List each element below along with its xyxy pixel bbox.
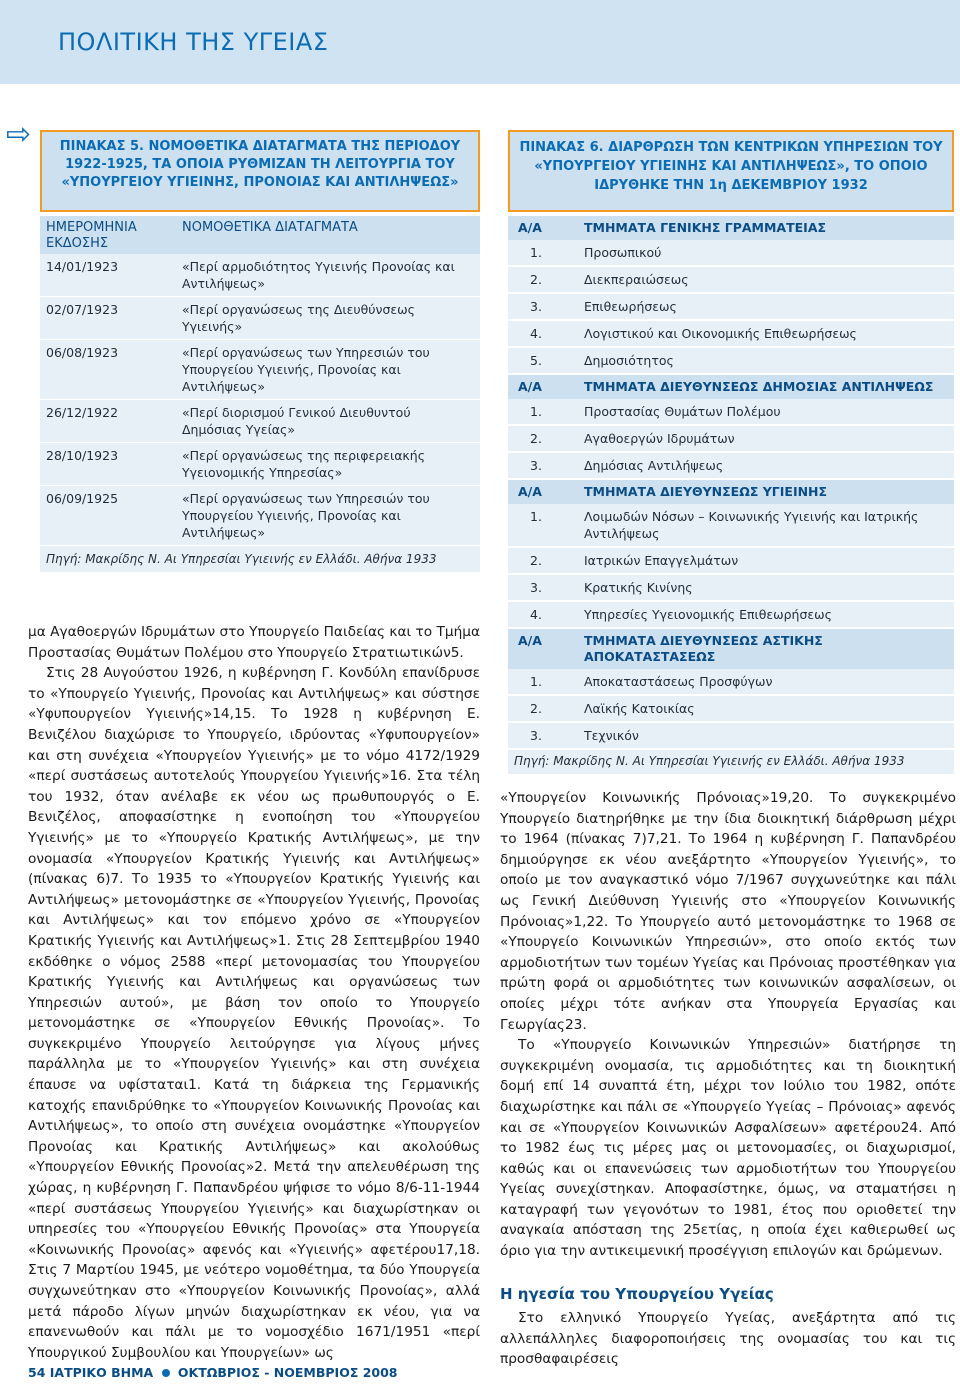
item-label: Επιθεωρήσεως <box>584 299 677 314</box>
section-title: ΠΟΛΙΤΙΚΗ ΤΗΣ ΥΓΕΙΑΣ <box>58 28 329 56</box>
item-num: 2. <box>530 553 542 568</box>
section-label: ΤΜΗΜΑΤΑ ΓΕΝΙΚΗΣ ΓΡΑΜΜΑΤΕΙΑΣ <box>584 220 827 235</box>
paragraph: «Υπουργείον Κοινωνικής Πρόνοιας»19,20. Το συγκεκριμένο Υπουργείο διατηρήθηκε με την ίδια διοικητική διάρθρωση μέχρι το 1964 (πίνακας 7)7,21. Το 1964 η κυβέρνηση Γ. Παπανδρέου δημιούργησε εκ νέου ανεξάρτητο «Υπουργείον Υγιεινής», το οποίο με τον αναγκαστικό νόμο 7/1967 συγχωνεύτηκε και πάλι ως Γενική Διεύθυνση Υγιεινής στο «Υπουργείον Κοινωνικής Πρόνοιας»1,22. Το Υπουργείο αυτό μετονομάστηκε το 1968 σε «Υπουργείο Κοινωνικών Υπηρεσιών», στο οποίο εκτός των αρμοδιοτήτων των τομέων Υγείας και Πρόνοιας προστέθηκαν για πρώτη φορά οι αρμοδιότητες των κοινωνικών ασφαλίσεων, οι οποίες μέχρι τότε ανήκαν στα Υπουργεία Εργασίας και Γεωργίας23. <box>500 790 956 1033</box>
left-column-text <box>28 622 480 1363</box>
table-row <box>508 669 954 696</box>
item-num: 4. <box>530 326 542 341</box>
table-5-header-row <box>40 216 480 254</box>
table-row <box>40 254 480 297</box>
section-num: Α/Α <box>518 220 542 235</box>
item-label: Τεχνικόν <box>584 728 639 743</box>
table-5-title: ΠΙΝΑΚΑΣ 5. ΝΟΜΟΘΕΤΙΚΑ ΔΙΑΤΑΓΜΑΤΑ ΤΗΣ ΠΕΡΙΟΔΟΥ 1922-1925, ΤΑ ΟΠΟΙΑ ΡΥΘΜΙΖΑΝ ΤΗ ΛΕΙΤΟΥΡΓΙΑ ΤΟΥ «ΥΠΟΥΡΓΕΙΟΥ ΥΓΙΕΙΝΗΣ, ΠΡΟΝΟΙΑΣ ΚΑΙ ΑΝΤΙΛΗΨΕΩΣ» <box>40 130 480 212</box>
item-num: 3. <box>530 728 542 743</box>
item-label: Προστασίας Θυμάτων Πολέμου <box>584 404 781 419</box>
table-row <box>40 340 480 400</box>
item-num: 2. <box>530 701 542 716</box>
item-num: 3. <box>530 580 542 595</box>
decree-date: 06/09/1925 <box>46 491 119 506</box>
item-label: Λογιστικού και Οικονομικής Επιθεωρήσεως <box>584 326 857 341</box>
decree-title: «Περί διορισμού Γενικού Διευθυντού Δημόσιας Υγείας» <box>182 405 411 437</box>
item-num: 2. <box>530 431 542 446</box>
table-row <box>508 453 954 480</box>
table-row <box>508 696 954 723</box>
table-5-grid <box>40 216 480 572</box>
paragraph: Στο ελληνικό Υπουργείο Υγείας, ανεξάρτητα από τις αλλεπάλληλες διαφοροποιήσεις της ονομασίας του και τις προσθαφαιρέσεις <box>500 1310 956 1368</box>
section-label: ΤΜΗΜΑΤΑ ΔΙΕΥΘΥΝΣΕΩΣ ΥΓΙΕΙΝΗΣ <box>584 484 828 499</box>
table-row <box>508 399 954 426</box>
table-row <box>508 602 954 629</box>
table-6-grid <box>508 216 954 774</box>
page-header <box>0 0 960 84</box>
table-6 <box>508 130 954 774</box>
item-num: 2. <box>530 272 542 287</box>
decree-date: 06/08/1923 <box>46 345 119 360</box>
item-label: Αποκαταστάσεως Προσφύγων <box>584 674 773 689</box>
issue-date: ΟΚΤΩΒΡΙΟΣ - ΝΟΕΜΒΡΙΟΣ 2008 <box>177 1365 398 1380</box>
right-column-text <box>500 788 956 1370</box>
col-decree-header: ΝΟΜΟΘΕΤΙΚΑ ΔΙΑΤΑΓΜΑΤΑ <box>182 220 358 235</box>
section-header-row <box>508 629 954 669</box>
item-num: 4. <box>530 607 542 622</box>
table-row <box>508 348 954 375</box>
item-label: Ιατρικών Επαγγελμάτων <box>584 553 739 568</box>
table-row <box>40 443 480 486</box>
table-5-source: Πηγή: Μακρίδης Ν. Αι Υπηρεσίαι Υγιεινής εν Ελλάδι. Αθήνα 1933 <box>46 552 437 566</box>
table-row <box>508 267 954 294</box>
item-label: Διεκπεραιώσεως <box>584 272 689 287</box>
bullet-icon <box>162 1369 170 1377</box>
table-row <box>508 575 954 602</box>
section-header-row <box>508 375 954 399</box>
table-row <box>508 548 954 575</box>
decree-title: «Περί οργανώσεως των Υπηρεσιών του Υπουργείου Υγιεινής, Προνοίας και Αντιλήψεως» <box>182 345 430 394</box>
item-label: Αγαθοεργών Ιδρυμάτων <box>584 431 735 446</box>
item-num: 1. <box>530 404 542 419</box>
item-label: Κρατικής Κινίνης <box>584 580 693 595</box>
table-row <box>508 723 954 750</box>
table-6-title-text: ΠΙΝΑΚΑΣ 6. ΔΙΑΡΘΡΩΣΗ ΤΩΝ ΚΕΝΤΡΙΚΩΝ ΥΠΗΡΕΣΙΩΝ ΤΟΥ «ΥΠΟΥΡΓΕΙΟΥ ΥΓΙΕΙΝΗΣ ΚΑΙ ΑΝΤΙΛΗΨΕΩΣ», ΤΟ ΟΠΟΙΟ ΙΔΡΥΘΗΚΕ ΤΗΝ 1η ΔΕΚΕΜΒΡΙΟΥ 1932 <box>519 140 943 193</box>
item-num: 3. <box>530 458 542 473</box>
table-5 <box>40 130 480 572</box>
magazine-name: ΙΑΤΡΙΚΟ ΒΗΜΑ <box>49 1365 154 1380</box>
item-num: 1. <box>530 674 542 689</box>
decree-date: 28/10/1923 <box>46 448 119 463</box>
subheading: Η ηγεσία του Υπουργείου Υγείας <box>500 1284 774 1303</box>
section-num: Α/Α <box>518 379 542 394</box>
decree-title: «Περί αρμοδιότητος Υγιεινής Προνοίας και Αντιλήψεως» <box>182 259 455 291</box>
table-row <box>40 486 480 546</box>
table-row <box>40 400 480 443</box>
item-label: Λοιμωδών Νόσων – Κοινωνικής Υγιεινής και Ιατρικής Αντιλήψεως <box>584 509 919 541</box>
page-footer <box>28 1365 398 1380</box>
decree-date: 26/12/1922 <box>46 405 119 420</box>
section-label: ΤΜΗΜΑΤΑ ΔΙΕΥΘΥΝΣΕΩΣ ΔΗΜΟΣΙΑΣ ΑΝΤΙΛΗΨΕΩΣ <box>584 379 934 394</box>
section-header-row <box>508 480 954 504</box>
table-row <box>508 294 954 321</box>
decree-title: «Περί οργανώσεως των Υπηρεσιών του Υπουργείου Υγιεινής, Προνοίας και Αντιλήψεως» <box>182 491 430 540</box>
paragraph: Στις 28 Αυγούστου 1926, η κυβέρνηση Γ. Κονδύλη επανίδρυσε το «Υπουργείο Υγιεινής, Προνοίας και Αντιλήψεως» και σύστησε «Υφυπουργείον Υγιεινής»14,15. Το 1928 η κυβέρνηση Ε. Βενιζέλου διαχώρισε το Υπουργείο, ιδρύοντας «Υφυπουργείον» και στη συνέχεια «Υπουργείον Υγιεινής» με το νόμο 4172/1929 «περί συστάσεως αυτοτελούς Υπουργείου Υγιεινής»16. Στα τέλη του 1932, όταν ανέλαβε εκ νέου ως πρωθυπουργός ο Ε. Βενιζέλος, αποφασίστηκε η ενοποίηση του «Υπουργείου Υγιεινής» με το «Υπουργείο Κρατικής Αντιλήψεως», με την ονομασία «Υπουργείον Κρατικής Υγιεινής και Αντιλήψεως» (πίνακας 6)7. Το 1935 το «Υπουργείον Κρατικής Υγιεινής και Αντιλήψεως» μετονομάστηκε σε «Υπουργείον Υγιεινής, Προνοίας και Αντιλήψεως» και τον επόμενο χρόνο σε «Υπουργείον Κρατικής Υγιεινής και Αντιλήψεως»1. Στις 28 Σεπτεμβρίου 1940 εκδόθηκε ο νόμος 2588 «περί μετονομασίας του Υπουργείου Κρατικής Υγιεινής και Αντιλήψεως και οργανώσεως των Υπηρεσιών αυτού», με βάση τον οποίο το Υπουργείο μετονομάστηκε σε «Υπουργείον Εθνικής Προνοίας». Το συγκεκριμένο Υπουργείο λειτούργησε για λίγους μήνες παράλληλα με το «Υπουργείον Υγιεινής» και στη συνέχεια έπαυσε να υφίσταται1. Κατά τη διάρκεια της Γερμανικής κατοχής επανιδρύθηκε το «Υπουργείον Κοινωνικής Προνοίας και Αντιλήψεως», το οποίο στη συνέχεια ονομάστηκε «Υπουργείον Προνοίας και Κρατικής Αντιλήψεως» και ακολούθως «Υπουργείον Εθνικής Προνοίας»2. Μετά την απελευθέρωση της χώρας, η κυβέρνηση Γ. Παπανδρέου ψήφισε το νόμο 8/6-11-1944 «περί συστάσεως Υπουργείου Υγιεινής» και διαχωρίστηκαν οι υπηρεσίες του «Υπουργείου Εθνικής Προνοίας» στα Υπουργεία «Κοινωνικής Προνοίας» αφενός και «Υγιεινής» αφετέρου17,18. Στις 7 Μαρτίου 1945, με νεότερο νομοθέτημα, τα δύο Υπουργεία συγχωνεύτηκαν στο «Υπουργείον Κοινωνικής Προνοίας», αλλά μετά πάροδο λίγων μηνών διαχωρίστηκαν εκ νέου, για να επανενωθούν και πάλι με το νομοσχέδιο 1671/1951 «περί Υπουργικού Συμβουλίου και Υπουργείων» ως <box>28 665 480 1361</box>
table-6-title <box>508 130 954 212</box>
table-6-source: Πηγή: Μακρίδης Ν. Αι Υπηρεσίαι Υγιεινής εν Ελλάδι. Αθήνα 1933 <box>514 754 905 768</box>
arrow-icon: ⇨ <box>6 117 32 152</box>
table-row <box>508 321 954 348</box>
decree-title: «Περί οργανώσεως της περιφερειακής Υγειονομικής Υπηρεσίας» <box>182 448 426 480</box>
item-num: 3. <box>530 299 542 314</box>
section-label: ΤΜΗΜΑΤΑ ΔΙΕΥΘΥΝΣΕΩΣ ΑΣΤΙΚΗΣ ΑΠΟΚΑΤΑΣΤΑΣΕΩΣ <box>584 633 823 664</box>
table-row <box>508 240 954 267</box>
page-number: 54 <box>28 1365 46 1380</box>
decree-date: 02/07/1923 <box>46 302 119 317</box>
section-num: Α/Α <box>518 633 542 648</box>
decree-date: 14/01/1923 <box>46 259 119 274</box>
section-header-row <box>508 216 954 240</box>
item-num: 5. <box>530 353 542 368</box>
item-label: Λαϊκής Κατοικίας <box>584 701 695 716</box>
item-label: Δημόσιας Αντιλήψεως <box>584 458 724 473</box>
section-num: Α/Α <box>518 484 542 499</box>
table-row <box>40 297 480 340</box>
table-row <box>508 426 954 453</box>
item-num: 1. <box>530 509 542 524</box>
paragraph: μα Αγαθοεργών Ιδρυμάτων στο Υπουργείο Παιδείας και το Τμήμα Προστασίας Θυμάτων Πολέμου στο Υπουργείο Στρατιωτικών5. <box>28 624 480 661</box>
item-label: Προσωπικού <box>584 245 662 260</box>
col-date-header: ΗΜΕΡΟΜΗΝΙΑ ΕΚΔΟΣΗΣ <box>46 220 137 251</box>
paragraph: Το «Υπουργείο Κοινωνικών Υπηρεσιών» διατήρησε τη συγκεκριμένη ονομασία, τις αρμοδιότητες και τη διοικητική δομή επί 14 συναπτά έτη, μέχρι τον Ιούλιο του 1982, οπότε διαχωρίστηκε και πάλι σε «Υπουργείο Υγείας – Πρόνοιας» αφενός και σε «Υπουργείον Κοινωνικών Ασφαλίσεων» αφετέρου24. Από το 1982 έως τις μέρες μας οι μετονομασίες, οι διαχωρισμοί, καθώς και οι επανενώσεις των αρμοδιοτήτων του Υπουργείου Υγείας συνεχίστηκαν. Αποφασίστηκε, όμως, να σταματήσει η καταγραφή των γεγονότων το 1981, έτος που οριοθετεί την αναγκαία απόσταση της 25ετίας, η οποία έχει καθιερωθεί ως όριο για την αντικειμενική προσέγγιση επιλογών και δρώμενων. <box>500 1037 956 1260</box>
decree-title: «Περί οργανώσεως της Διευθύνσεως Υγιεινής» <box>182 302 415 334</box>
item-label: Δημοσιότητος <box>584 353 674 368</box>
item-label: Υπηρεσίες Υγειονομικής Επιθεωρήσεως <box>584 607 832 622</box>
item-num: 1. <box>530 245 542 260</box>
table-row <box>508 504 954 548</box>
